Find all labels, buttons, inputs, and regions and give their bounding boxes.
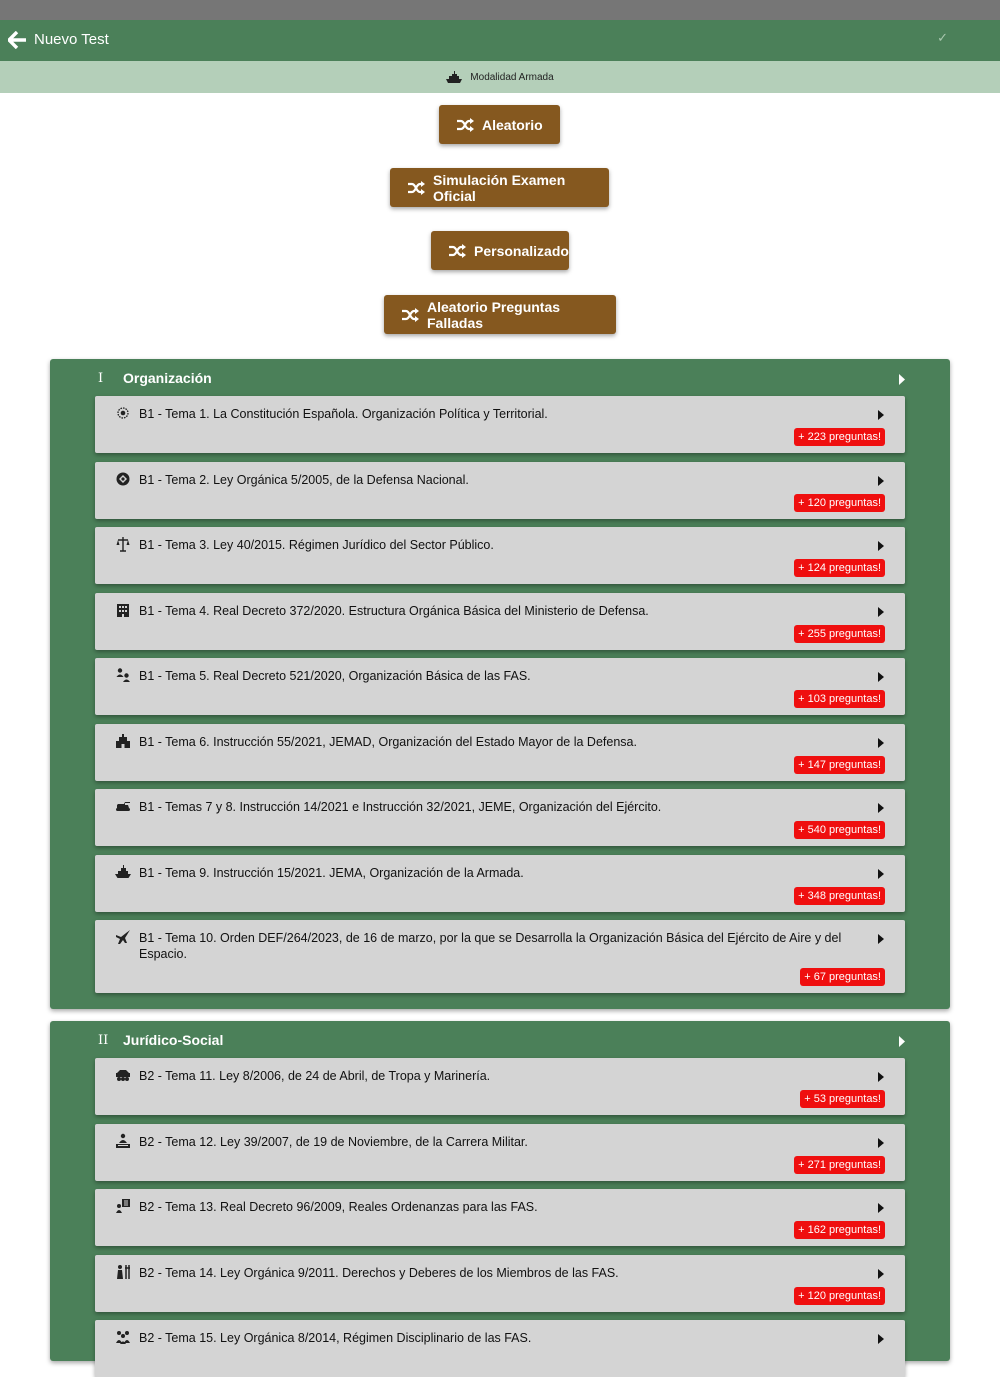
topic-card[interactable]: [95, 1320, 905, 1377]
triangle-right-icon: [878, 410, 884, 420]
triangle-right-icon: [878, 738, 884, 748]
chevron-right-icon[interactable]: [878, 1200, 884, 1218]
chevron-right-icon[interactable]: [878, 931, 884, 949]
shield-icon: [115, 471, 131, 487]
triangle-right-icon: [878, 607, 884, 617]
person-board-icon: [115, 1198, 131, 1214]
topic-card[interactable]: [95, 1058, 905, 1115]
topic-card[interactable]: [95, 593, 905, 650]
question-count-badge: + 162 preguntas!: [794, 1221, 885, 1239]
question-count-badge: + 103 preguntas!: [794, 690, 885, 708]
triangle-right-icon: [878, 1334, 884, 1344]
arrow-left-icon: [8, 31, 27, 49]
page-title: Nuevo Test: [34, 31, 109, 48]
section-title: Jurídico-Social: [123, 1032, 224, 1048]
chevron-right-icon[interactable]: [878, 604, 884, 622]
question-count-badge: + 348 preguntas!: [794, 887, 885, 905]
topic-card[interactable]: [95, 1124, 905, 1181]
warship-icon: [446, 71, 462, 83]
triangle-right-icon: [878, 476, 884, 486]
mode-button-1[interactable]: [439, 105, 560, 144]
triangle-right-icon: [878, 1072, 884, 1082]
topic-title: B1 - Tema 4. Real Decreto 372/2020. Estructura Orgánica Básica del Ministerio de Defensa.: [139, 604, 649, 618]
triangle-right-icon: [899, 1036, 905, 1047]
topic-card[interactable]: [95, 920, 905, 993]
person-tools-icon: [115, 1264, 131, 1280]
jet-icon: [115, 929, 131, 945]
app-bar: [0, 20, 1000, 61]
section-2: [50, 1021, 950, 1361]
group-icon: [115, 1329, 131, 1345]
topic-card[interactable]: [95, 724, 905, 781]
question-count-badge: + 147 preguntas!: [794, 756, 885, 774]
triangle-right-icon: [878, 1269, 884, 1279]
topic-card[interactable]: [95, 462, 905, 519]
topic-title: B2 - Tema 15. Ley Orgánica 8/2014, Régimen Disciplinario de las FAS.: [139, 1331, 532, 1345]
mode-banner: [0, 61, 1000, 93]
chevron-right-icon[interactable]: [878, 538, 884, 556]
back-button[interactable]: [8, 28, 28, 52]
topic-card[interactable]: [95, 1255, 905, 1312]
triangle-right-icon: [878, 1203, 884, 1213]
topic-title: B1 - Temas 7 y 8. Instrucción 14/2021 e Instrucción 32/2021, JEME, Organización del Ejército.: [139, 800, 662, 814]
mode-label: Modalidad Armada: [470, 71, 554, 83]
mode-button-label: Simulación Examen Oficial: [433, 171, 566, 204]
section-1: [50, 359, 950, 1009]
checkmark-icon[interactable]: ✓: [937, 30, 948, 45]
question-count-badge: + 540 preguntas!: [794, 821, 885, 839]
question-count-badge: + 120 preguntas!: [794, 1287, 885, 1305]
mode-button-3[interactable]: [431, 231, 569, 270]
emblem-icon: [115, 405, 131, 421]
mode-button-2[interactable]: [390, 168, 609, 207]
triangle-right-icon: [878, 934, 884, 944]
triangle-right-icon: [878, 672, 884, 682]
topic-card[interactable]: [95, 396, 905, 453]
question-count-badge: + 67 preguntas!: [800, 968, 885, 986]
section-title: Organización: [123, 370, 212, 386]
shuffle-icon: [407, 181, 425, 195]
chevron-right-icon[interactable]: [878, 669, 884, 687]
section-header[interactable]: [50, 359, 950, 393]
chevron-right-icon[interactable]: [878, 1135, 884, 1153]
topic-card[interactable]: [95, 855, 905, 912]
topic-card[interactable]: [95, 1189, 905, 1246]
armored-vehicle-icon: [115, 1067, 131, 1083]
question-count-badge: + 271 preguntas!: [794, 1156, 885, 1174]
podium-icon: [115, 1133, 131, 1149]
question-count-badge: + 223 preguntas!: [794, 428, 885, 446]
topic-card[interactable]: [95, 658, 905, 715]
topic-title: B1 - Tema 1. La Constitución Española. Organización Política y Territorial.: [139, 407, 548, 421]
mode-button-label: Aleatorio Preguntas Falladas: [427, 298, 561, 331]
topic-title: B2 - Tema 11. Ley 8/2006, de 24 de Abril, de Tropa y Marinería.: [139, 1069, 491, 1083]
topic-title: B2 - Tema 12. Ley 39/2007, de 19 de Noviembre, de la Carrera Militar.: [139, 1135, 528, 1149]
expand-arrow-icon[interactable]: [899, 1034, 905, 1052]
triangle-right-icon: [899, 374, 905, 385]
castle-icon: [115, 733, 131, 749]
chevron-right-icon[interactable]: [878, 473, 884, 491]
topic-title: B2 - Tema 14. Ley Orgánica 9/2011. Derechos y Deberes de los Miembros de las FAS.: [139, 1266, 619, 1280]
shuffle-icon: [401, 308, 419, 322]
ship-icon: [115, 864, 131, 880]
chevron-right-icon[interactable]: [878, 407, 884, 425]
triangle-right-icon: [878, 803, 884, 813]
people-icon: [115, 667, 131, 683]
topic-title: B2 - Tema 13. Real Decreto 96/2009, Reales Ordenanzas para las FAS.: [139, 1200, 538, 1214]
chevron-right-icon[interactable]: [878, 1069, 884, 1087]
scales-icon: [115, 536, 131, 552]
shuffle-icon: [448, 244, 466, 258]
question-count-badge: + 124 preguntas!: [794, 559, 885, 577]
topic-title: B1 - Tema 3. Ley 40/2015. Régimen Jurídico del Sector Público.: [139, 538, 494, 552]
topic-title: B1 - Tema 2. Ley Orgánica 5/2005, de la Defensa Nacional.: [139, 473, 469, 487]
triangle-right-icon: [878, 869, 884, 879]
expand-arrow-icon[interactable]: [899, 372, 905, 390]
topic-title: B1 - Tema 9. Instrucción 15/2021. JEMA, Organización de la Armada.: [139, 866, 524, 880]
chevron-right-icon[interactable]: [878, 735, 884, 753]
mode-button-label: Personalizado: [474, 242, 569, 259]
question-count-badge: + 255 preguntas!: [794, 625, 885, 643]
topic-title: B1 - Tema 5. Real Decreto 521/2020, Organización Básica de las FAS.: [139, 669, 531, 683]
triangle-right-icon: [878, 541, 884, 551]
shuffle-icon: [456, 118, 474, 132]
topic-card[interactable]: [95, 527, 905, 584]
section-numeral: II: [98, 1033, 109, 1048]
question-count-badge: + 53 preguntas!: [800, 1090, 885, 1108]
topic-title: B1 - Tema 6. Instrucción 55/2021, JEMAD, Organización del Estado Mayor de la Defensa.: [139, 735, 637, 749]
triangle-right-icon: [878, 1138, 884, 1148]
section-header[interactable]: [50, 1021, 950, 1055]
chevron-right-icon[interactable]: [878, 800, 884, 818]
mode-button-label: Aleatorio: [482, 116, 543, 133]
topic-card[interactable]: [95, 789, 905, 846]
question-count-badge: + 120 preguntas!: [794, 494, 885, 512]
building-icon: [115, 602, 131, 618]
section-numeral: I: [98, 371, 104, 386]
chevron-right-icon[interactable]: [878, 1266, 884, 1284]
tank-icon: [115, 798, 131, 814]
mode-button-4[interactable]: [384, 295, 616, 334]
topic-title: B1 - Tema 10. Orden DEF/264/2023, de 16 de marzo, por la que se Desarrolla la Organización Básica del Ejército de Aire y del Espacio.: [139, 931, 842, 961]
status-bar: [0, 0, 1000, 20]
chevron-right-icon[interactable]: [878, 866, 884, 884]
